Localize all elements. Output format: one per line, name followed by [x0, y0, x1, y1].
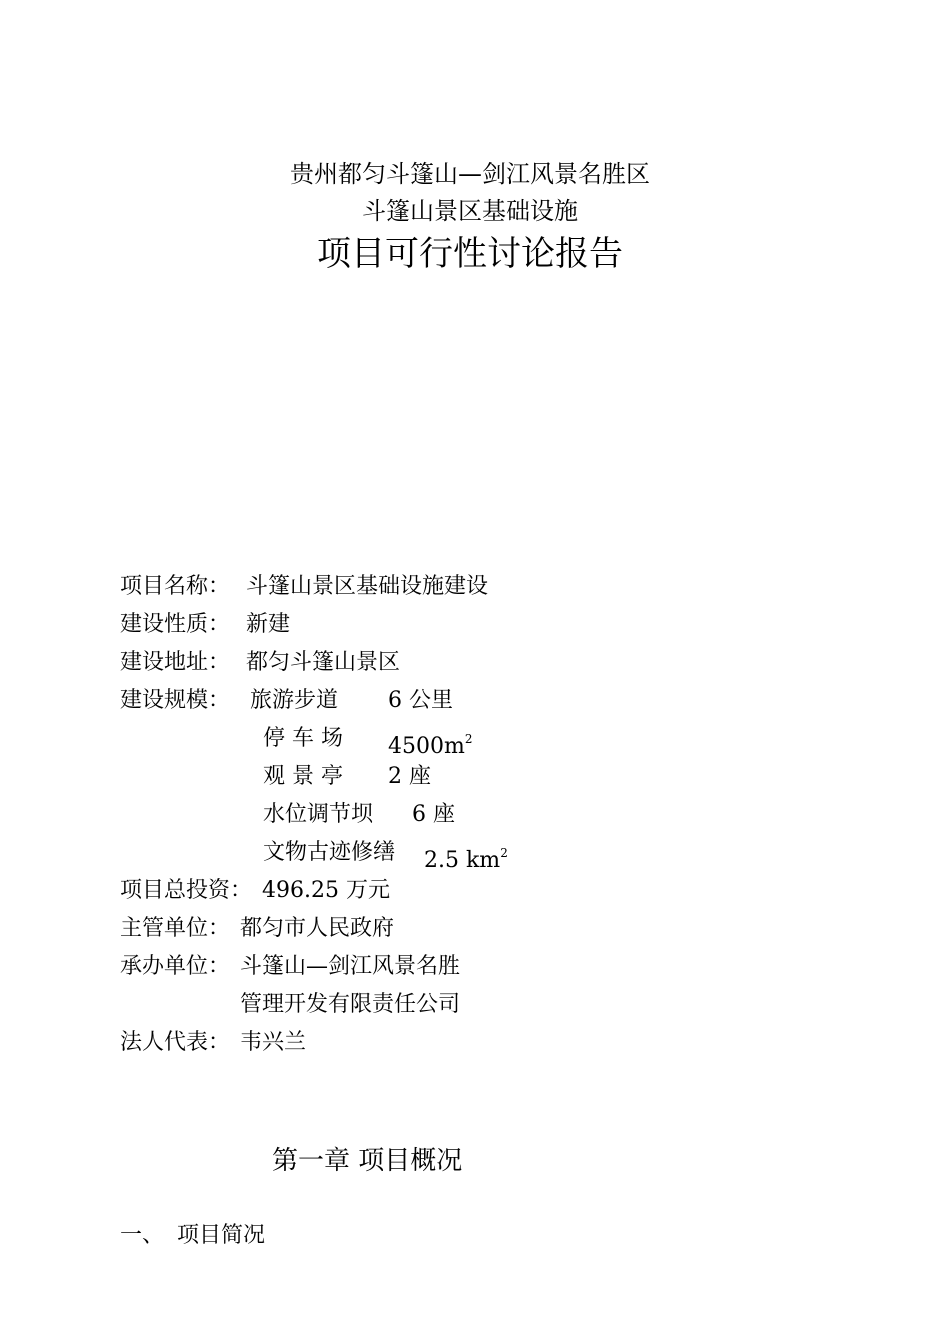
construction-scale-label: 建设规模： [120, 688, 231, 713]
scale-item-amount: 6 座 [412, 802, 455, 827]
construction-location-value: 都匀斗篷山景区 [246, 650, 401, 675]
total-investment-value: 496.25 万元 [262, 878, 390, 903]
legal-representative-value: 韦兴兰 [240, 1030, 307, 1055]
scale-item-name: 文物古迹修缮 [263, 840, 396, 865]
authority-label: 主管单位： [120, 916, 231, 941]
construction-nature-label: 建设性质： [120, 612, 231, 637]
section-number: 一、 [120, 1223, 165, 1248]
scale-item-amount: 2.5 km [424, 848, 501, 873]
title-line-1: 贵州都匀斗篷山—剑江风景名胜区 [290, 160, 650, 188]
construction-location-row [120, 648, 720, 678]
legal-representative-row [120, 1028, 720, 1058]
authority-row [120, 914, 720, 944]
chapter-heading: 第一章 项目概况 [272, 1146, 463, 1176]
section-title: 项目简况 [177, 1223, 266, 1248]
total-investment-label: 项目总投资： [120, 878, 253, 903]
scale-item-amount: 4500m [388, 734, 465, 759]
total-investment-row [120, 876, 720, 906]
project-name-value: 斗篷山景区基础设施建设 [246, 574, 489, 599]
scale-item-amount-wrap [388, 724, 473, 762]
authority-value: 都匀市人民政府 [240, 916, 395, 941]
construction-location-label: 建设地址： [120, 650, 231, 675]
undertaker-value-line-2: 管理开发有限责任公司 [240, 992, 461, 1017]
construction-nature-row [120, 610, 720, 640]
undertaker-row [120, 952, 720, 982]
title-main: 项目可行性讨论报告 [317, 234, 623, 274]
undertaker-value-line-1: 斗篷山—剑江风景名胜 [240, 954, 461, 979]
scale-item-amount-wrap [424, 838, 508, 876]
scale-item-amount: 6 公里 [388, 688, 453, 713]
project-name-label: 项目名称： [120, 574, 231, 599]
scale-item-amount: 2 座 [388, 764, 431, 789]
construction-scale-row [120, 686, 720, 716]
scale-item-name: 停 车 场 [263, 726, 343, 751]
title-line-2: 斗篷山景区基础设施 [362, 197, 578, 225]
superscript: 2 [500, 846, 508, 860]
scale-item-name: 旅游步道 [250, 688, 339, 713]
scale-item-name: 观 景 亭 [263, 764, 343, 789]
section-heading [120, 1218, 265, 1249]
scale-item-name: 水位调节坝 [263, 802, 374, 827]
construction-nature-value: 新建 [246, 612, 291, 637]
legal-representative-label: 法人代表： [120, 1030, 231, 1055]
undertaker-label: 承办单位： [120, 954, 231, 979]
superscript: 2 [464, 732, 473, 746]
project-name-row [120, 572, 720, 602]
